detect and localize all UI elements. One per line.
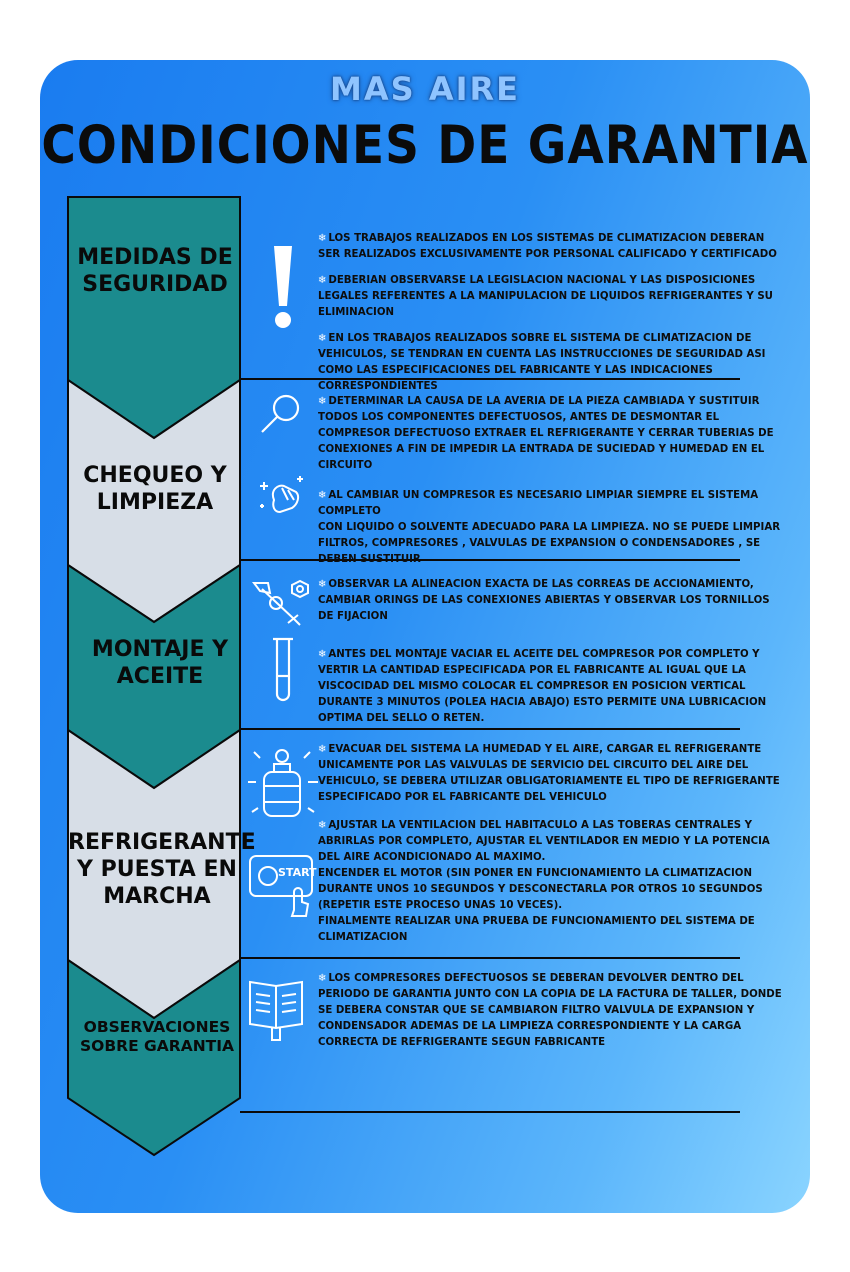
section-title-observaciones: OBSERVACIONES SOBRE GARANTIA	[79, 1018, 235, 1055]
bullet-item: ❄ EN LOS TRABAJOS REALIZADOS SOBRE EL SISTEMA DE CLIMATIZACION DE VEHICULOS, SE TENDRAN EN CUENTA LAS INSTRUCCIONES DE SEGURIDAD ASI COMO LAS ESPECIFICACIONES DEL FABRICANTE Y LAS INDICACIONES CORRESPONDIENTES	[318, 333, 766, 392]
section-title-refrigerante: REFRIGERANTE Y PUESTA EN MARCHA	[68, 830, 256, 909]
divider-5	[240, 1111, 740, 1113]
start-button-icon	[246, 852, 318, 918]
bullet-item: ❄ EVACUAR DEL SISTEMA LA HUMEDAD Y EL AIRE, CARGAR EL REFRIGERANTE UNICAMENTE POR LAS VALVULAS DE SERVICIO DEL CIRCUITO DEL AIRE DEL VEHICULO, SE DEBERA UTILIZAR OBLIGATORIAMENTE EL TIPO DE REFRIGERANTE ESPECIFICADO POR EL FABRICANTE DEL VEHICULO	[318, 744, 780, 803]
bullet-item: ❄ DETERMINAR LA CAUSA DE LA AVERIA DE LA PIEZA CAMBIADA Y SUSTITUIR TODOS LOS COMPONENTES DEFECTUOSOS, ANTES DE DESMONTAR EL COMPRESOR DEFECTUOSO EXTRAER EL REFRIGERANTE Y CERRAR TUBERIAS DE CONEXIONES A FIN DE IMPEDIR LA ENTRADA DE SUCIEDAD Y HUMEDAD EN EL CIRCUITO	[318, 396, 774, 471]
page-title: CONDICIONES DE GARANTIA	[41, 114, 809, 177]
section-text-chequeo	[318, 394, 788, 578]
magnifier-icon	[256, 392, 304, 440]
snowflake-bullet-icon: ❄	[318, 275, 327, 286]
snowflake-bullet-icon: ❄	[318, 490, 327, 501]
cleaning-hand-icon	[256, 470, 308, 518]
snowflake-bullet-icon: ❄	[318, 579, 327, 590]
divider-4	[240, 957, 740, 959]
section-text-refrigerante	[318, 742, 788, 956]
bullet-item: ❄ LOS TRABAJOS REALIZADOS EN LOS SISTEMAS DE CLIMATIZACION DEBERAN SER REALIZADOS EXCLUSIVAMENTE POR PERSONAL CALIFICADO Y CERTIFICADO	[318, 233, 777, 260]
brand-logo: MAS AIRE	[330, 70, 520, 108]
bullet-item: ❄ LOS COMPRESORES DEFECTUOSOS SE DEBERAN DEVOLVER DENTRO DEL PERIODO DE GARANTIA JUNTO CON LA COPIA DE LA FACTURA DE TALLER, DONDE SE DEBERA CONSTAR QUE SE CAMBIARON FILTRO VALVULA DE EXPANSION Y CONDENSADOR ADEMAS DE LA LIMPIEZA CORRESPONDIENTE Y LA CARGA CORRECTA DE REFRIGERANTE SEGUN FABRICANTE	[318, 973, 782, 1048]
section-text-montaje	[318, 577, 788, 737]
snowflake-bullet-icon: ❄	[318, 396, 327, 407]
snowflake-bullet-icon: ❄	[318, 744, 327, 755]
section-title-montaje: MONTAJE Y ACEITE	[91, 637, 229, 689]
test-tube-icon	[270, 636, 296, 706]
section-title-medidas: MEDIDAS DE SEGURIDAD	[77, 245, 233, 297]
bullet-item: ❄ OBSERVAR LA ALINEACION EXACTA DE LAS CORREAS DE ACCIONAMIENTO, CAMBIAR ORINGS DE LAS CONEXIONES ABIERTAS Y OBSERVAR LOS TORNILLOS DE FIJACION	[318, 579, 770, 622]
snowflake-bullet-icon: ❄	[318, 333, 327, 344]
bullet-item: ❄ DEBERIAN OBSERVARSE LA LEGISLACION NACIONAL Y LAS DISPOSICIONES LEGALES REFERENTES A LA MANIPULACION DE LIQUIDOS REFRIGERANTES Y SU ELIMINACION	[318, 275, 773, 318]
bullet-item: ❄ AL CAMBIAR UN COMPRESOR ES NECESARIO LIMPIAR SIEMPRE EL SISTEMA COMPLETO CON LIQUIDO O SOLVENTE ADECUADO PARA LA LIMPIEZA. NO SE PUEDE LIMPIAR FILTROS, COMPRESORES , VALVULAS DE EXPANSION O CONDENSADORES , SE DEBEN SUSTITUIR	[318, 490, 781, 565]
refrigerant-tank-icon	[244, 742, 322, 820]
exclamation-icon	[268, 242, 298, 332]
bullet-item: ❄ AJUSTAR LA VENTILACION DEL HABITACULO A LAS TOBERAS CENTRALES Y ABRIRLAS POR COMPLETO, AJUSTAR EL VENTILADOR EN MEDIO Y LA POTENCIA DEL AIRE ACONDICIONADO AL MAXIMO. ENCENDER EL MOTOR (SIN PONER EN FUNCIONAMIENTO LA CLIMATIZACION DURANTE UNOS 10 SEGUNDOS Y DESCONECTARLA POR OTROS 10 SEGUNDOS (REPETIR ESTE PROCESO UNAS 10 VECES). FINALMENTE REALIZAR UNA PRUEBA DE FUNCIONAMIENTO DEL SISTEMA DE CLIMATIZACION	[318, 820, 770, 943]
bullet-item: ❄ ANTES DEL MONTAJE VACIAR EL ACEITE DEL COMPRESOR POR COMPLETO Y VERTIR LA CANTIDAD ESPECIFICADA POR EL FABRICANTE AL IGUAL QUE LA VISCOCIDAD DEL MISMO COLOCAR EL COMPRESOR EN POSICION VERTICAL DURANTE 3 MINUTOS (POLEA HACIA ABAJO) ESTO PERMITE UNA LUBRICACION OPTIMA DEL SELLO O RETEN.	[318, 649, 767, 724]
snowflake-bullet-icon: ❄	[318, 820, 327, 831]
snowflake-bullet-icon: ❄	[318, 233, 327, 244]
snowflake-bullet-icon: ❄	[318, 973, 327, 984]
section-text-observaciones	[318, 971, 788, 1061]
snowflake-bullet-icon: ❄	[318, 649, 327, 660]
start-label: START	[278, 866, 317, 879]
section-title-chequeo: CHEQUEO Y LIMPIEZA	[83, 463, 227, 515]
section-text-medidas	[318, 231, 788, 405]
tools-icon	[248, 575, 314, 631]
open-book-icon	[246, 972, 308, 1042]
